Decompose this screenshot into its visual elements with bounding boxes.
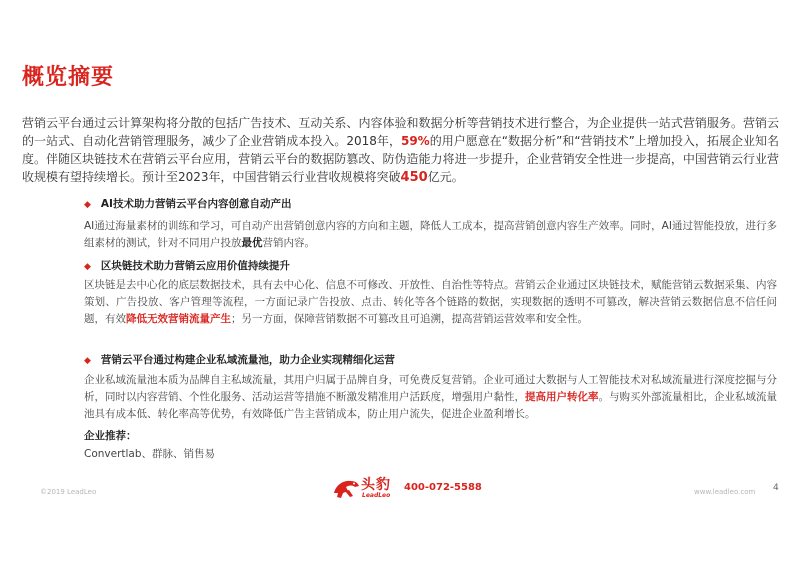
section-body-blockchain — [84, 277, 777, 328]
logo-english-text: LeadLeo — [362, 492, 391, 499]
section-body-private-traffic — [84, 372, 777, 423]
section-body-text-2: ；另一方面，保障营销数据不可篡改且可追溯，提高营销运营效率和安全性。 — [231, 313, 588, 325]
section-body-highlight: 最优 — [241, 237, 263, 249]
section-body-text-1: AI通过海量素材的训练和学习，可自动产出营销创意内容的方向和主题，降低人工成本，提高营销创意内容生产效率。同时，AI通过智能投放，进行多组素材的测试，针对不同用户投放 — [84, 220, 777, 249]
diamond-bullet-icon: ◆ — [84, 356, 91, 366]
footer-url: www.leadleo.com — [694, 488, 756, 496]
section-heading-blockchain — [84, 258, 290, 273]
section-heading-text: 营销云平台通过构建企业私域流量池，助力企业实现精细化运营 — [100, 354, 395, 366]
section-body-text-2: 。与购买外部流量相比，企业私域流量池具有成本低、转化率高等优势，有效降低广告主营销成本，防止用户流失，促进企业盈利增长。 — [84, 391, 777, 420]
footer-phone: 400-072-5588 — [404, 482, 482, 493]
page-title: 概览摘要 — [22, 65, 115, 90]
top-bar — [0, 0, 800, 4]
recommend-list: Convertlab、群脉、销售易 — [84, 448, 216, 460]
intro-highlight-percent: 59% — [400, 134, 430, 148]
intro-text-3: 亿元。 — [427, 170, 464, 184]
section-heading-text: 区块链技术助力营销云应用价值持续提升 — [100, 260, 290, 272]
intro-text-2: 的用户愿意在“数据分析”和“营销技术”上增加投入，拓展企业知名度。伴随区块链技术在营销云平台应用，营销云平台的数据防篡改、防伪造能力将进一步提升，企业营销安全性进一步提高，中国营销云行业营收规模有望持续增长。预计至2023年，中国营销云行业营收规模将突破 — [22, 134, 780, 184]
section-heading-private-traffic — [84, 352, 395, 367]
intro-highlight-revenue: 450 — [400, 170, 428, 185]
logo-chinese-text: 头豹 — [361, 477, 391, 493]
recommend-title: 企业推荐： — [84, 430, 137, 442]
intro-paragraph — [22, 114, 779, 187]
section-heading-text: AI技术助力营销云平台内容创意自动产出 — [100, 198, 292, 210]
section-heading-ai — [84, 196, 291, 211]
page-number: 4 — [773, 483, 779, 493]
diamond-bullet-icon: ◆ — [84, 262, 91, 272]
section-body-text-1: 企业私域流量池本质为品牌自主私域流量，其用户归属于品牌自身，可免费反复营销。企业可通过大数据与人工智能技术对私域流量进行深度挖掘与分析，同时以内容营销、个性化服务、活动运营等措施不断激发精准用户活跃度，增强用户黏性， — [84, 374, 777, 403]
section-body-text-1: 区块链是去中心化的底层数据技术，具有去中心化、信息不可修改、开放性、自治性等特点。营销云企业通过区块链技术，赋能营销云数据采集、内容策划、广告投放、客户管理等流程，一方面记录广告投放、点击、转化等各个链路的数据，实现数据的透明不可篡改，解决营销云数据信息不信任问题，有效 — [84, 279, 777, 325]
leopard-logo-icon — [331, 475, 361, 501]
diamond-bullet-icon: ◆ — [84, 200, 91, 210]
section-body-ai — [84, 218, 777, 252]
leadleo-logo — [331, 474, 401, 502]
section-body-highlight: 提高用户转化率 — [525, 391, 599, 403]
intro-text-1: 营销云平台通过云计算架构将分散的包括广告技术、互动关系、内容体验和数据分析等营销技术进行整合，为企业提供一站式营销服务。营销云的一站式、自动化营销管理服务，减少了企业营销成本投入。2018年， — [22, 116, 779, 148]
section-body-highlight: 降低无效营销流量产生 — [126, 313, 231, 325]
section-body-text-2: 营销内容。 — [262, 237, 315, 249]
footer-copyright: ©2019 LeadLeo — [40, 488, 97, 496]
